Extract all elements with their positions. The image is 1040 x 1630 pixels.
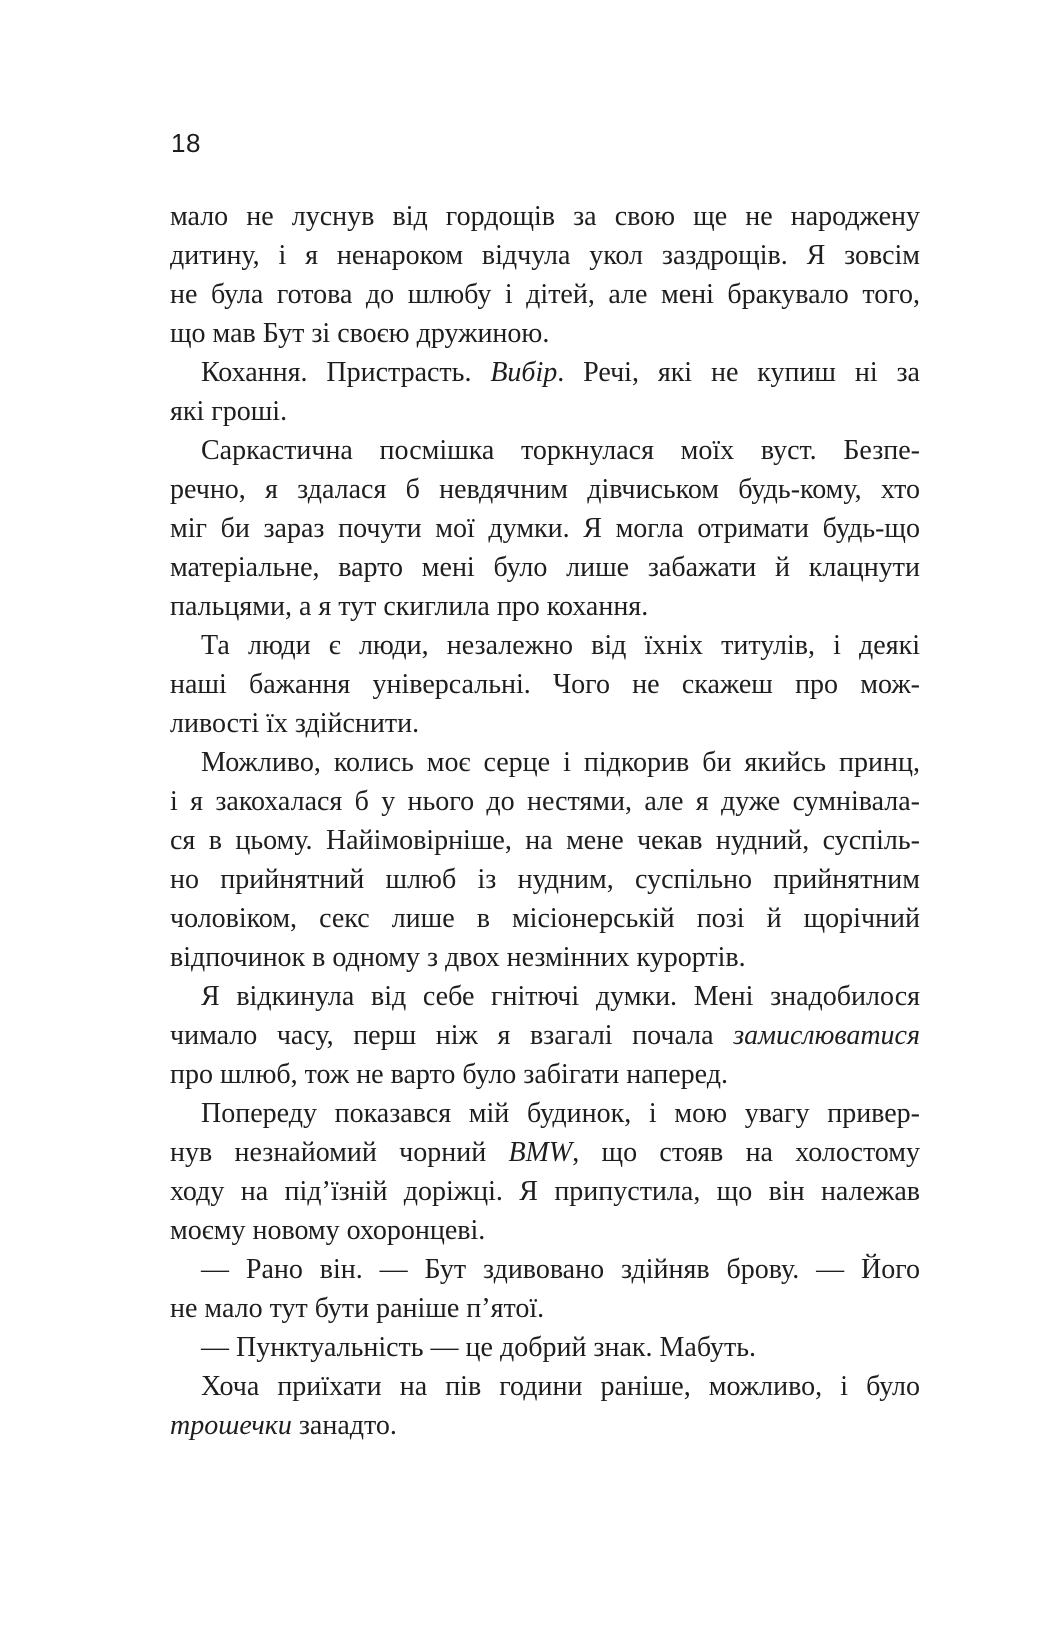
italic-text: трошечки [170,1410,292,1441]
text-line [170,1055,920,1094]
body-text: . Речі, які не купиш ні за [557,357,920,388]
body-text: матеріальне, варто мені було лише забажати й клацнути [170,552,920,583]
text-line [170,704,920,743]
body-text: ся в цьому. Найімовірніше, на мене чекав нудний, суспіль- [170,825,920,856]
body-text: — Рано він. — Бут здивовано здійняв брову. — Його [201,1254,920,1285]
text-line [170,1367,920,1406]
text-line [170,1289,920,1328]
text-line [170,353,920,392]
body-text: які гроші. [170,396,288,427]
body-text: Можливо, колись моє серце і підкорив би якийсь принц, [201,747,920,778]
body-text: не мало тут бути раніше п’ятої. [170,1293,545,1324]
body-text: не була готова до шлюбу і дітей, але мені бракувало того, [170,279,920,310]
body-text: ходу на під’їзній доріжці. Я припустила, що він належав [170,1176,920,1207]
body-text: Попереду показався мій будинок, і мою увагу привер- [201,1098,920,1129]
body-text: но прийнятний шлюб із нудним, суспільно прийнятним [170,864,920,895]
text-line [170,1016,920,1055]
text-line [170,899,920,938]
text-line [170,236,920,275]
text-line [170,1328,920,1367]
body-text: міг би зараз почути мої думки. Я могла отримати будь-що [170,513,920,544]
text-line [170,938,920,977]
body-text: Та люди є люди, незалежно від їхніх титулів, і деякі [201,630,920,661]
text-line [170,197,920,236]
text-line [170,392,920,431]
body-text: наші бажання універсальні. Чого не скажеш про мож- [170,669,920,700]
italic-text: замислюватися [733,1020,920,1051]
body-text: Я відкинула від себе гнітючі думки. Мені знадобилося [201,981,920,1012]
body-text: чоловіком, секс лише в місіонерській позі й щорічний [170,903,920,934]
body-text: що мав Бут зі своєю дружиною. [170,318,550,349]
text-line [170,665,920,704]
body-text: речно, я здалася б невдячним дівчиськом будь-кому, хто [170,474,920,505]
text-line [170,1133,920,1172]
body-text: Саркастична посмішка торкнулася моїх вуст. Безпе- [201,435,920,466]
text-line [170,431,920,470]
text-line [170,1250,920,1289]
text-line [170,1211,920,1250]
text-line [170,1094,920,1133]
text-line [170,626,920,665]
text-line [170,782,920,821]
body-text: і я закохалася б у нього до нестями, але я дуже сумнівала- [170,786,920,817]
text-line [170,821,920,860]
text-line [170,1172,920,1211]
body-text: нув незнайомий чорний [170,1137,509,1168]
italic-text: Вибір [490,357,558,388]
text-line [170,509,920,548]
body-text: занадто. [291,1410,397,1441]
body-text: Кохання. Пристрасть. [201,357,491,388]
body-text: відпочинок в одному з двох незмінних курортів. [170,942,746,973]
text-line [170,470,920,509]
body-text: ливості їх здійснити. [170,708,420,739]
body-text: , що стояв на холостому [572,1137,920,1168]
body-text: дитину, і я ненароком відчула укол заздрощів. Я зовсім [170,240,920,271]
body-text: — Пунктуальність — це добрий знак. Мабуть. [201,1332,757,1363]
body-text: пальцями, а я тут скиглила про кохання. [170,591,649,622]
body-text: про шлюб, тож не варто було забігати наперед. [170,1059,728,1090]
text-block [170,197,920,1445]
text-line [170,548,920,587]
text-line [170,275,920,314]
text-line [170,977,920,1016]
body-text: моєму новому охоронцеві. [170,1215,486,1246]
text-line [170,1406,920,1445]
body-text: мало не луснув від гордощів за свою ще не народжену [170,201,920,232]
text-line [170,860,920,899]
page-number: 18 [171,128,201,158]
text-line [170,314,920,353]
body-text: чимало часу, перш ніж я взагалі почала [170,1020,734,1051]
text-line [170,587,920,626]
italic-text: BMW [508,1137,573,1168]
text-line [170,743,920,782]
body-text: Хоча приїхати на пів години раніше, можливо, і було [201,1371,920,1402]
